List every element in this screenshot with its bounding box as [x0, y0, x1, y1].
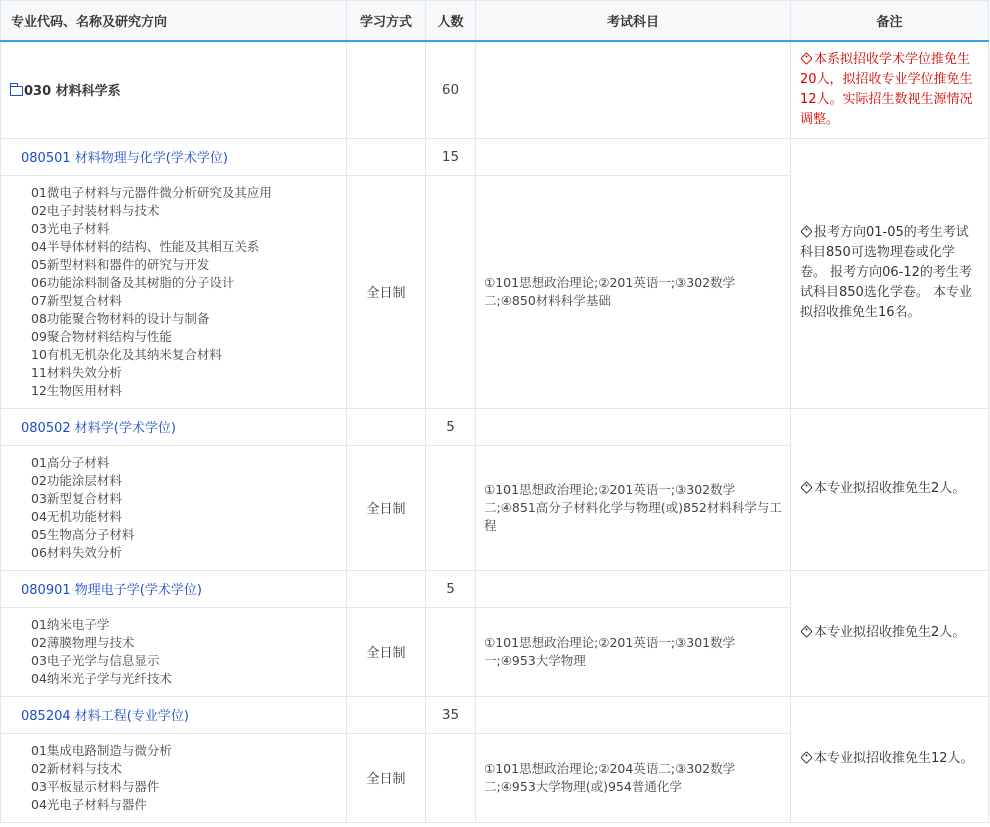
- empty-cell: [347, 138, 426, 175]
- exam-subjects: ①101思想政治理论;②204英语二;③302数学二;④953大学物理(或)954普通化学: [476, 733, 791, 822]
- direction-item: 10有机无机杂化及其纳米复合材料: [31, 346, 222, 362]
- empty-cell: [426, 607, 476, 696]
- empty-cell: [426, 175, 476, 408]
- empty-cell: [347, 408, 426, 445]
- empty-cell: [347, 696, 426, 733]
- exam-subjects: ①101思想政治理论;②201英语一;③302数学二;④850材料科学基础: [476, 175, 791, 408]
- exam-subjects: ①101思想政治理论;②201英语一;③302数学二;④851高分子材料化学与物理(或)852材料科学与工程: [476, 445, 791, 570]
- major-count: 35: [426, 696, 476, 733]
- tag-icon: [800, 625, 813, 638]
- major-row: [1, 696, 989, 733]
- direction-item: 05生物高分子材料: [31, 526, 135, 542]
- header-mode: 学习方式: [347, 1, 426, 42]
- study-mode: 全日制: [347, 733, 426, 822]
- major-note-text: 本专业拟招收推免生2人。: [814, 625, 966, 640]
- direction-item: 03新型复合材料: [31, 490, 122, 506]
- major-row: [1, 570, 989, 607]
- major-note: [791, 408, 989, 570]
- direction-item: 05新型材料和器件的研究与开发: [31, 256, 210, 272]
- empty-cell: [476, 696, 791, 733]
- direction-item: 04无机功能材料: [31, 508, 122, 524]
- direction-item: 11材料失效分析: [31, 364, 122, 380]
- empty-cell: [476, 570, 791, 607]
- table-header-row: [1, 1, 989, 42]
- major-title-link[interactable]: 085204 材料工程(专业学位): [1, 696, 347, 733]
- department-cell[interactable]: [1, 41, 347, 138]
- direction-item: 06材料失效分析: [31, 544, 122, 560]
- major-note: [791, 570, 989, 696]
- direction-item: 04光电子材料与器件: [31, 796, 147, 812]
- folder-icon: [10, 86, 23, 96]
- department-note: [791, 41, 989, 138]
- direction-list: [1, 445, 347, 570]
- exam-subjects: ①101思想政治理论;②201英语一;③301数学一;④953大学物理: [476, 607, 791, 696]
- major-title-link[interactable]: 080502 材料学(学术学位): [1, 408, 347, 445]
- major-note-text: 本专业拟招收推免生12人。: [814, 751, 974, 766]
- direction-list: [1, 607, 347, 696]
- direction-item: 02电子封装材料与技术: [31, 202, 160, 218]
- major-count: 5: [426, 570, 476, 607]
- direction-item: 01微电子材料与元器件微分析研究及其应用: [31, 184, 272, 200]
- major-count: 15: [426, 138, 476, 175]
- header-count: 人数: [426, 1, 476, 42]
- direction-item: 03平板显示材料与器件: [31, 778, 160, 794]
- empty-cell: [476, 408, 791, 445]
- direction-item: 01纳米电子学: [31, 616, 110, 632]
- department-mode-cell: [347, 41, 426, 138]
- direction-item: 06功能涂料制备及其树脂的分子设计: [31, 274, 235, 290]
- study-mode: 全日制: [347, 607, 426, 696]
- tag-icon: [800, 481, 813, 494]
- direction-list: [1, 733, 347, 822]
- empty-cell: [347, 570, 426, 607]
- direction-item: 04半导体材料的结构、性能及其相互关系: [31, 238, 260, 254]
- major-note: [791, 696, 989, 822]
- major-title-link[interactable]: 080501 材料物理与化学(学术学位): [1, 138, 347, 175]
- tag-icon: [800, 52, 813, 65]
- study-mode: 全日制: [347, 175, 426, 408]
- direction-list: [1, 175, 347, 408]
- major-note: [791, 138, 989, 408]
- major-row: [1, 138, 989, 175]
- direction-item: 01高分子材料: [31, 454, 110, 470]
- direction-item: 02新材料与技术: [31, 760, 122, 776]
- empty-cell: [476, 138, 791, 175]
- direction-item: 07新型复合材料: [31, 292, 122, 308]
- empty-cell: [426, 733, 476, 822]
- major-count: 5: [426, 408, 476, 445]
- major-title-link[interactable]: 080901 物理电子学(学术学位): [1, 570, 347, 607]
- tag-icon: [800, 225, 813, 238]
- tag-icon: [800, 751, 813, 764]
- direction-item: 08功能聚合物材料的设计与制备: [31, 310, 210, 326]
- direction-item: 04纳米光子学与光纤技术: [31, 670, 172, 686]
- department-note-text: 本系拟招收学术学位推免生20人，拟招收专业学位推免生12人。实际招生数视生源情况调整。: [800, 51, 973, 127]
- header-note: 备注: [791, 1, 989, 42]
- direction-item: 12生物医用材料: [31, 382, 122, 398]
- major-row: [1, 408, 989, 445]
- header-exam: 考试科目: [476, 1, 791, 42]
- direction-item: 02薄膜物理与技术: [31, 634, 135, 650]
- study-mode: 全日制: [347, 445, 426, 570]
- header-major: 专业代码、名称及研究方向: [1, 1, 347, 42]
- direction-item: 03电子光学与信息显示: [31, 652, 160, 668]
- direction-item: 09聚合物材料结构与性能: [31, 328, 172, 344]
- department-count: 60: [426, 41, 476, 138]
- department-exam-cell: [476, 41, 791, 138]
- major-note-text: 本专业拟招收推免生2人。: [814, 481, 966, 496]
- direction-item: 03光电子材料: [31, 220, 110, 236]
- department-name: 030 材料科学系: [24, 84, 121, 100]
- direction-item: 01集成电路制造与微分析: [31, 742, 172, 758]
- major-note-text: 报考方向01-05的考生考试科目850可选物理卷或化学卷。 报考方向06-12的考生考试科目850选化学卷。 本专业拟招收推免生16名。: [800, 225, 972, 320]
- empty-cell: [426, 445, 476, 570]
- department-row: [1, 41, 989, 138]
- direction-item: 02功能涂层材料: [31, 472, 122, 488]
